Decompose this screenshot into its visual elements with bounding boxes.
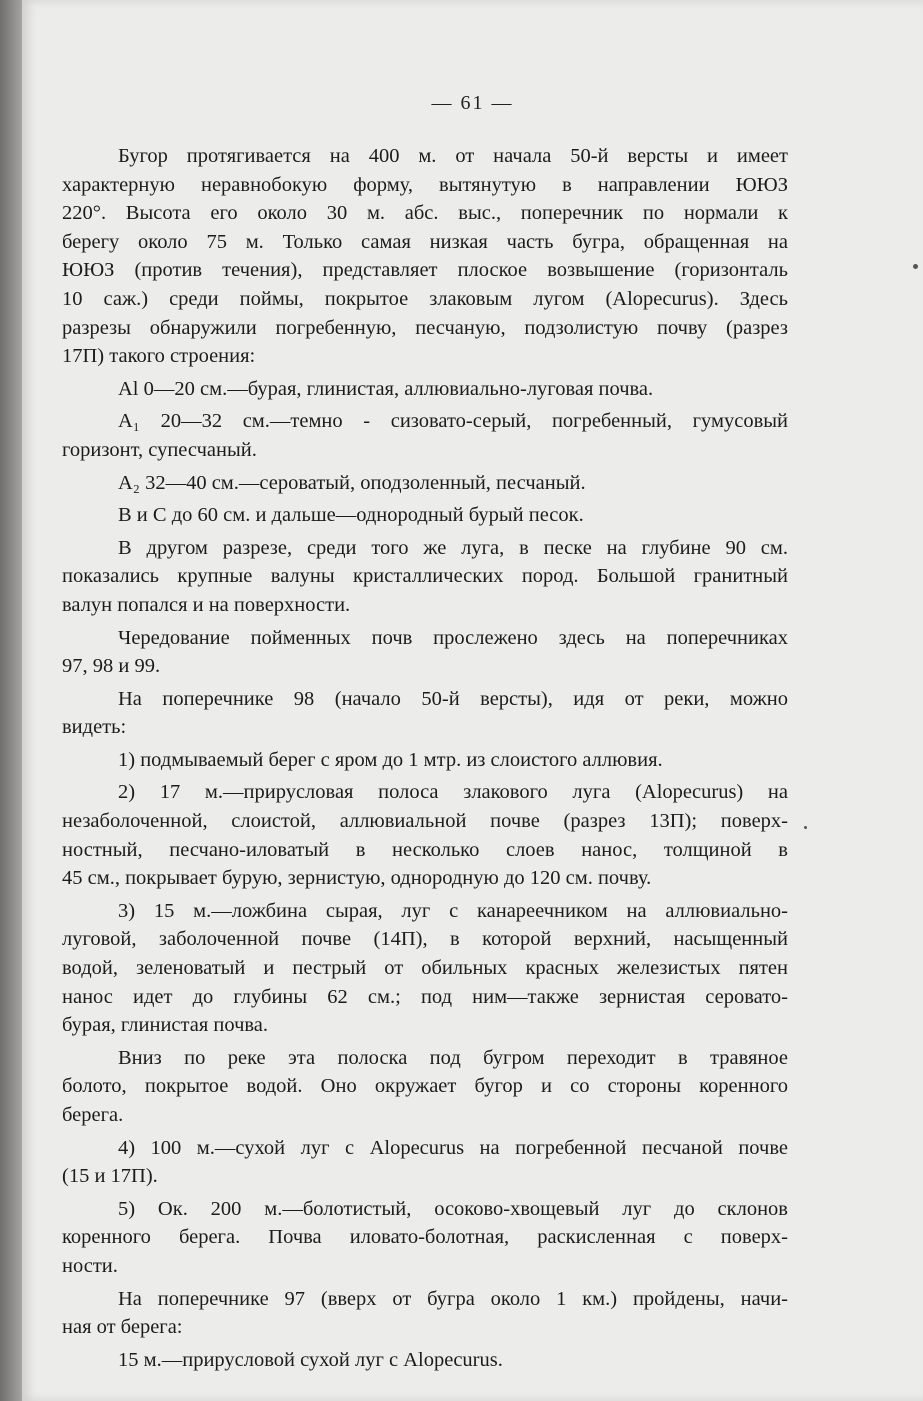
text-line: незаболоченной, слоистой, аллювиальной почве (разрез 13П); поверх- (62, 810, 788, 833)
text-line: 97, 98 и 99. (62, 655, 161, 678)
text-line: горизонт, супесчаный. (62, 438, 257, 461)
paragraph (62, 624, 788, 681)
text-line: 17П) такого строения: (62, 345, 256, 368)
text-line: 5) Ок. 200 м.—болотистый, осоково-хвощевый луг до склонов (118, 1197, 788, 1220)
page-text (62, 142, 788, 1378)
text-line: Бугор протягивается на 400 м. от начала 50-й версты и имеет (118, 145, 788, 167)
text-line: Вниз по реке эта полоска под бугром переходит в травяное (118, 1046, 788, 1069)
text-line: В и С до 60 см. и дальше—однородный бурый песок. (118, 504, 584, 527)
paragraph (62, 142, 788, 371)
text-line: ЮЮЗ (против течения), представляет плоское возвышение (горизонталь (62, 259, 788, 282)
paragraph (62, 1195, 788, 1281)
text-line: характерную неравнобокую форму, вытянутую в направлении ЮЮЗ (62, 173, 788, 196)
paragraph (62, 501, 788, 530)
text-line: показались крупные валуны кристаллических пород. Большой гранитный (62, 565, 788, 588)
paragraph (62, 685, 788, 742)
text-line: нанос идет до глубины 62 см.; под ним—также зернистая серовато- (62, 985, 788, 1008)
text-line: разрезы обнаружили погребенную, песчаную, подзолистую почву (разрез (62, 316, 788, 339)
binding-edge (0, 0, 22, 1401)
text-line: 15 м.—прирусловой сухой луг с Alopecurus. (118, 1348, 503, 1371)
text-line: 4) 100 м.—сухой луг с Alopecurus на погребенной песчаной почве (118, 1136, 788, 1159)
text-line: болото, покрытое водой. Оно окружает бугор и со стороны коренного (62, 1075, 788, 1098)
paragraph (62, 1285, 788, 1342)
text-line: На поперечнике 97 (вверх от бугра около 1 км.) пройдены, начи- (118, 1287, 788, 1310)
text-line: 220°. Высота его около 30 м. абс. выс., поперечник по нормали к (62, 202, 788, 225)
text-line: (15 и 17П). (62, 1165, 158, 1188)
text-line: видеть: (62, 716, 127, 739)
paragraph (62, 407, 788, 464)
text-line: 3) 15 м.—ложбина сырая, луг с канареечником на аллювиально- (118, 899, 788, 922)
text-line: 10 саж.) среди поймы, покрытое злаковым лугом (Alopecurus). Здесь (62, 287, 788, 310)
text-line: Чередование пойменных почв прослежено здесь на поперечниках (118, 626, 788, 649)
text-line: 1) подмываемый берег с яром до 1 мтр. из слоистого аллювия. (118, 748, 663, 771)
paragraph (62, 1134, 788, 1191)
text-line: A₂ 32—40 см.—сероватый, оподзоленный, песчаный. (118, 471, 586, 494)
text-line: берегу около 75 м. Только самая низкая часть бугра, обращенная на (62, 230, 788, 253)
text-line: ностный, песчано-иловатый в несколько слоев нанос, толщиной в (62, 838, 788, 861)
text-line: ная от берега: (62, 1316, 183, 1339)
book-page (22, 0, 923, 1401)
text-line: 2) 17 м.—прирусловая полоса злакового луга (Alopecurus) на (118, 781, 788, 804)
paragraph (62, 534, 788, 620)
page-number: — 61 — (431, 92, 514, 114)
text-line: валун попался и на поверхности. (62, 593, 351, 616)
text-line: В другом разрезе, среди того же луга, в песке на глубине 90 см. (118, 536, 788, 559)
text-line: коренного берега. Почва иловато-болотная, раскисленная с поверх- (62, 1226, 788, 1249)
paper-speck (913, 264, 918, 269)
text-line: 45 см., покрывает бурую, зернистую, однородную до 120 см. почву. (62, 867, 652, 890)
text-line: водой, зеленоватый и пестрый от обильных красных железистых пятен (62, 957, 788, 980)
paragraph (62, 1346, 788, 1375)
paragraph (62, 778, 788, 892)
text-line: A₁ 20—32 см.—темно - сизовато-серый, погребенный, гумусовый (118, 410, 788, 433)
text-line: Al 0—20 см.—бурая, глинистая, аллювиально-луговая почва. (118, 377, 654, 400)
paragraph (62, 1044, 788, 1130)
paper-speck (804, 826, 807, 829)
text-line: На поперечнике 98 (начало 50-й версты), идя от реки, можно (118, 687, 788, 710)
paragraph (62, 897, 788, 1040)
text-line: бурая, глинистая почва. (62, 1014, 269, 1037)
paragraph (62, 375, 788, 404)
text-line: ности. (62, 1254, 118, 1277)
paragraph (62, 469, 788, 498)
paragraph (62, 746, 788, 775)
text-line: берега. (62, 1104, 124, 1126)
text-line: луговой, заболоченной почве (14П), в которой верхний, насыщенный (62, 928, 788, 951)
